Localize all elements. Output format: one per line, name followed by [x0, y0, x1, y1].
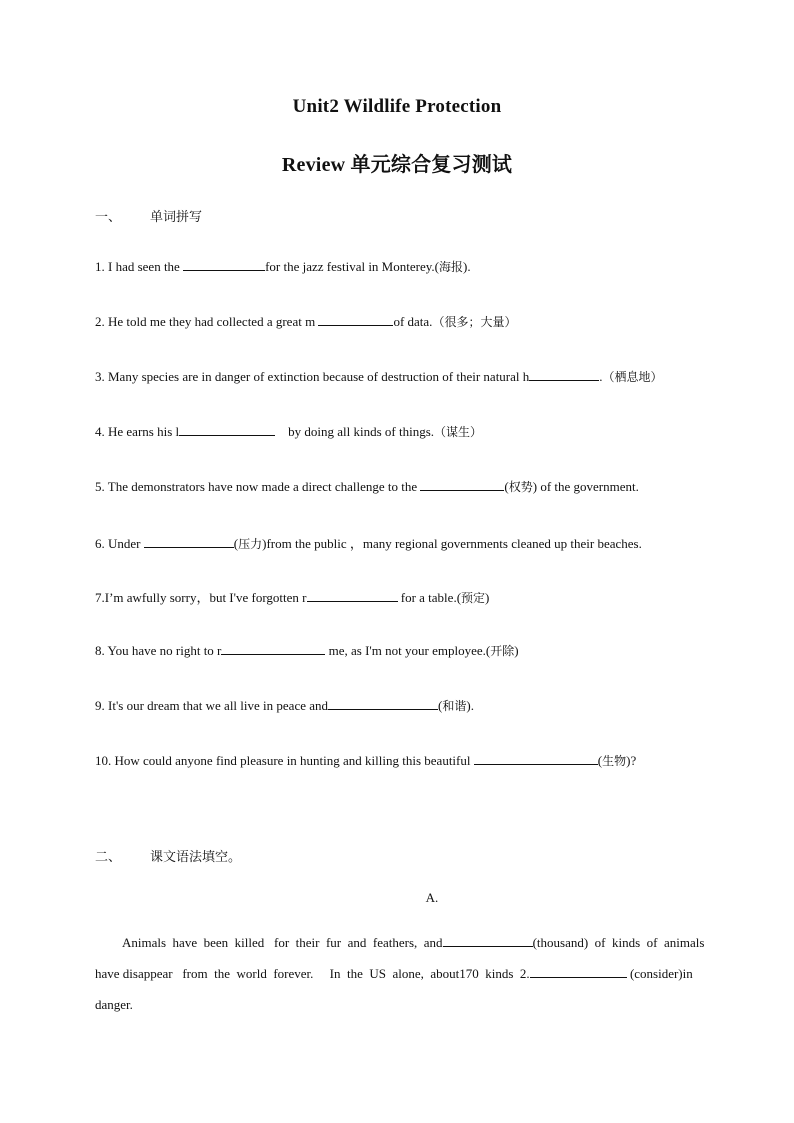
- question-2: [95, 313, 715, 330]
- passage-line: danger.: [95, 997, 133, 1012]
- question-text: by doing all kinds of things.: [275, 424, 435, 439]
- question-text: me, as I'm not your employee.(: [325, 643, 491, 658]
- passage-line: [95, 927, 717, 958]
- passage-fragment: (thousand) of kinds of animals: [532, 935, 705, 950]
- page-title: Unit2 Wildlife Protection: [292, 96, 502, 117]
- question-text: (: [597, 753, 603, 768]
- question-text: (: [504, 479, 509, 494]
- answer-blank[interactable]: [221, 642, 325, 655]
- question-text: 10. How could anyone find pleasure in hunting and killing this beautiful: [95, 753, 474, 768]
- question-1: [95, 258, 715, 275]
- question-text: 6. Under: [95, 536, 144, 551]
- question-text: 4. He earns his l: [95, 424, 180, 439]
- passage-fragment: (consider)in: [626, 966, 693, 981]
- passage-label: A.: [425, 890, 439, 905]
- question-text: 5. The demonstrators have now made a direct challenge to the: [95, 479, 421, 494]
- chinese-hint: 开除: [490, 644, 515, 658]
- chinese-hint: （谋生）: [434, 425, 483, 439]
- page-subtitle: Review 单元综合复习测试: [281, 154, 513, 176]
- chinese-hint: 海报: [438, 260, 463, 274]
- chinese-hint: 和谐: [442, 699, 467, 713]
- question-text: .: [599, 369, 603, 384]
- answer-blank[interactable]: [318, 313, 393, 326]
- question-6: [95, 533, 715, 552]
- question-9: [95, 697, 715, 714]
- question-text: of data.: [393, 314, 433, 329]
- question-text: (: [233, 536, 239, 551]
- answer-blank[interactable]: [530, 965, 627, 978]
- answer-blank[interactable]: [144, 535, 234, 548]
- question-text: for the jazz festival in Monterey.(: [265, 259, 439, 274]
- question-5: [95, 478, 715, 495]
- passage-fragment: Animals have been killed for their fur and feathers, and: [122, 935, 443, 950]
- question-text: for a table.(: [397, 590, 462, 605]
- question-text: 2. He told me they had collected a great m: [95, 314, 319, 329]
- answer-blank[interactable]: [420, 478, 504, 491]
- question-text: ).: [462, 259, 471, 274]
- question-text: ): [514, 643, 519, 658]
- answer-blank[interactable]: [474, 752, 598, 765]
- question-3: [95, 368, 715, 385]
- question-text: (: [438, 698, 443, 713]
- chinese-hint: （栖息地）: [602, 370, 663, 384]
- chinese-hint: 压力: [238, 537, 263, 551]
- section-label: 课文语法填空。: [150, 850, 242, 865]
- answer-blank[interactable]: [183, 258, 265, 271]
- question-text: 1. I had seen the: [95, 259, 184, 274]
- passage-fragment: have disappear from the world forever. In the US alone, about170 kinds 2.: [95, 966, 530, 981]
- answer-blank[interactable]: [328, 697, 438, 710]
- question-text: 8. You have no right to r: [95, 643, 222, 658]
- chinese-hint: （很多；大量）: [432, 315, 517, 329]
- chinese-hint: 预定: [461, 591, 486, 605]
- section-heading-1: [95, 206, 202, 225]
- answer-blank[interactable]: [179, 423, 275, 436]
- passage-line: [95, 958, 717, 989]
- question-text: 9. It's our dream that we all live in peace and: [95, 698, 329, 713]
- question-text: )?: [626, 753, 637, 768]
- question-4: [95, 423, 715, 440]
- section-heading-2: [95, 846, 241, 865]
- passage-text: [95, 927, 717, 1020]
- question-text: 7.I’m awfully sorry，but I've forgotten r: [95, 590, 307, 605]
- question-text: 3. Many species are in danger of extinction because of destruction of their natural h: [95, 369, 530, 384]
- question-7: [95, 587, 715, 606]
- answer-blank[interactable]: [529, 368, 599, 381]
- section-number: 二、: [95, 850, 122, 865]
- question-text: )from the public ，many regional governments cleaned up their beaches.: [262, 536, 642, 551]
- question-text: ) of the government.: [532, 479, 639, 494]
- chinese-hint: 生物: [602, 754, 627, 768]
- answer-blank[interactable]: [307, 589, 398, 602]
- question-text: ).: [466, 698, 474, 713]
- chinese-hint: 权势: [508, 480, 533, 494]
- question-10: [95, 752, 715, 769]
- question-8: [95, 642, 715, 659]
- section-label: 单词拼写: [150, 210, 203, 225]
- section-number: 一、: [95, 210, 122, 225]
- answer-blank[interactable]: [443, 934, 533, 947]
- question-text: ): [485, 590, 490, 605]
